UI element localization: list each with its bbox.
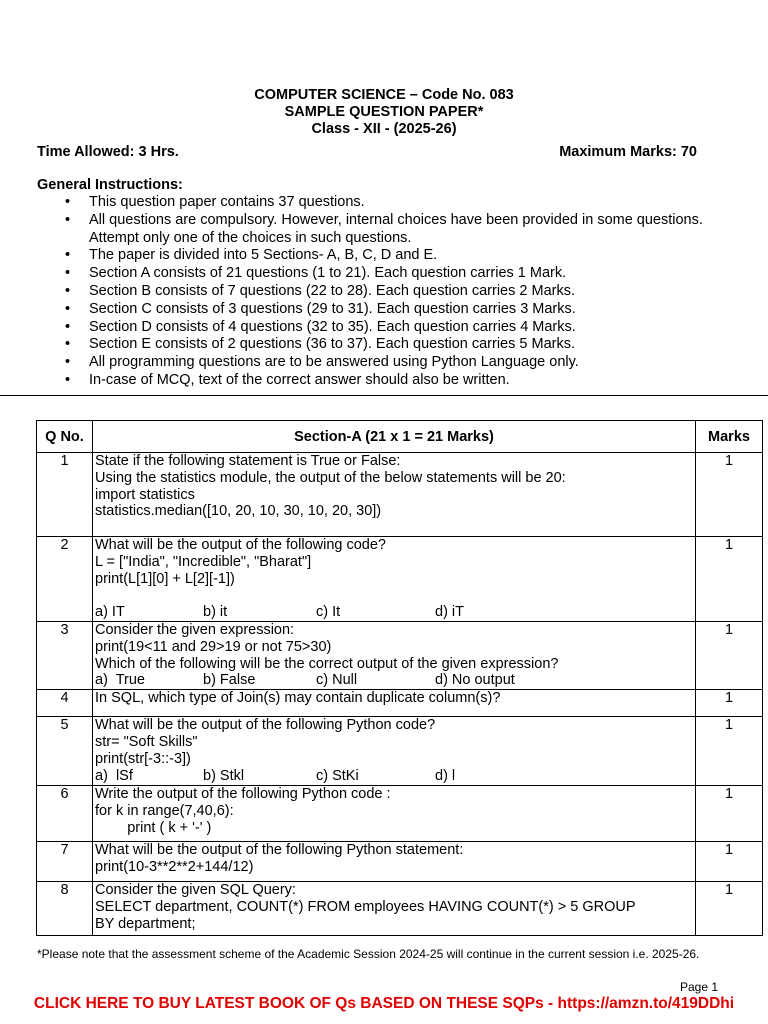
instruction-item [37, 336, 707, 354]
question-line: str= "Soft Skills" [95, 733, 198, 750]
answer-option: c) Null [316, 672, 358, 689]
question-line: Consider the given SQL Query: [95, 882, 296, 899]
question-line: Consider the given expression: [95, 622, 295, 638]
answer-option: a) IT [95, 604, 125, 621]
question-text [93, 622, 696, 690]
table-row [37, 842, 763, 882]
question-line: print ( k + '-' ) [95, 819, 212, 836]
bullet-icon: • [65, 194, 71, 210]
table-row [37, 453, 763, 537]
question-text [93, 690, 696, 717]
question-number: 1 [37, 453, 93, 537]
answer-options [95, 604, 695, 621]
table-header-row [37, 421, 763, 453]
question-marks: 1 [696, 622, 763, 690]
answer-options [95, 768, 695, 785]
question-line: print(str[-3::-3]) [95, 750, 191, 767]
question-number: 3 [37, 622, 93, 690]
instruction-item [37, 265, 707, 283]
instructions-title: General Instructions: [37, 177, 183, 193]
question-number: 4 [37, 690, 93, 717]
instruction-text: Section B consists of 7 questions (22 to 28). Each question carries 2 Marks. [89, 282, 575, 299]
instruction-text: This question paper contains 37 questions. [89, 194, 365, 210]
answer-option: b) it [203, 604, 228, 621]
instruction-text: Section A consists of 21 questions (1 to 21). Each question carries 1 Mark. [89, 265, 567, 282]
question-line: What will be the output of the following code? [95, 537, 386, 553]
section-header: Section-A (21 x 1 = 21 Marks) [93, 421, 696, 453]
question-text [93, 882, 696, 936]
question-line: Using the statistics module, the output of the below statements will be 20: [95, 469, 566, 486]
question-text [93, 717, 696, 786]
question-line: Write the output of the following Python code : [95, 786, 391, 803]
buy-book-link[interactable]: CLICK HERE TO BUY LATEST BOOK OF Qs BASED ON THESE SQPs - https://amzn.to/419DDhi [33, 995, 735, 1012]
question-marks: 1 [696, 717, 763, 786]
footnote: *Please note that the assessment scheme of the Academic Session 2024-25 will continue in the current session i.e. 2025-26. [37, 947, 700, 961]
answer-options [95, 672, 695, 689]
question-number: 7 [37, 842, 93, 882]
marks-header: Marks [696, 421, 763, 453]
question-marks: 1 [696, 882, 763, 936]
question-line: import statistics [95, 486, 195, 503]
bullet-icon: • [65, 265, 71, 282]
table-row [37, 622, 763, 690]
instruction-text: In-case of MCQ, text of the correct answer should also be written. [89, 371, 510, 388]
question-line: What will be the output of the following Python statement: [95, 842, 464, 859]
question-number: 6 [37, 786, 93, 842]
question-line: State if the following statement is True or False: [95, 453, 401, 469]
class-line: Class - XII - (2025-26) [311, 121, 457, 137]
qno-header: Q No. [37, 421, 93, 453]
instruction-text: Section D consists of 4 questions (32 to 35). Each question carries 4 Marks. [89, 318, 576, 335]
instruction-item [37, 372, 707, 390]
instruction-text: Section E consists of 2 questions (36 to 37). Each question carries 5 Marks. [89, 336, 575, 353]
page-number: Page 1 [680, 980, 719, 994]
question-line: print(19<11 and 29>19 or not 75>30) [95, 638, 332, 655]
instruction-item [37, 212, 707, 248]
instruction-text: All questions are compulsory. However, internal choices have been provided in some questions. Attempt only one of the choices in such questions. [89, 211, 703, 246]
question-line [95, 587, 695, 604]
question-text [93, 786, 696, 842]
instruction-text: Section C consists of 3 questions (29 to 31). Each question carries 3 Marks. [89, 300, 576, 317]
answer-option: d) No output [435, 672, 515, 689]
question-line: for k in range(7,40,6): [95, 802, 234, 819]
bullet-icon: • [65, 282, 71, 299]
question-line: BY department; [95, 915, 196, 932]
instruction-text: The paper is divided into 5 Sections- A, B, C, D and E. [89, 247, 438, 264]
answer-option: d) l [435, 767, 456, 784]
answer-option: c) StKi [316, 767, 359, 784]
question-marks: 1 [696, 786, 763, 842]
instruction-item [37, 283, 707, 301]
question-line: What will be the output of the following Python code? [95, 717, 436, 734]
question-text [93, 842, 696, 882]
time-marks-row [37, 144, 697, 160]
instruction-item [37, 319, 707, 337]
time-allowed: Time Allowed: 3 Hrs. [37, 144, 179, 160]
question-marks: 1 [696, 842, 763, 882]
question-line: L = ["India", "Incredible", "Bharat"] [95, 553, 312, 570]
bullet-icon: • [65, 336, 71, 353]
table-row [37, 786, 763, 842]
answer-option: a) lSf [95, 767, 133, 784]
question-number: 8 [37, 882, 93, 936]
question-line: statistics.median([10, 20, 10, 30, 10, 20, 30]) [95, 503, 382, 520]
instruction-item [37, 301, 707, 319]
question-table [36, 420, 763, 936]
table-row [37, 717, 763, 786]
instructions-list [37, 194, 707, 390]
question-marks: 1 [696, 690, 763, 717]
instruction-item [37, 354, 707, 372]
bullet-icon: • [65, 318, 71, 335]
bullet-icon: • [65, 371, 71, 388]
bullet-icon: • [65, 211, 71, 228]
question-line: Which of the following will be the correct output of the given expression? [95, 655, 559, 672]
answer-option: b) Stkl [203, 767, 245, 784]
paper-subtitle: SAMPLE QUESTION PAPER* [284, 104, 484, 120]
table-row [37, 690, 763, 717]
question-line: print(L[1][0] + L[2][-1]) [95, 570, 235, 587]
divider [0, 395, 768, 396]
question-number: 5 [37, 717, 93, 786]
instruction-item [37, 247, 707, 265]
paper-title: COMPUTER SCIENCE – Code No. 083 [254, 87, 514, 103]
answer-option: a) True [95, 672, 145, 689]
table-row [37, 882, 763, 936]
maximum-marks: Maximum Marks: 70 [559, 144, 697, 160]
bullet-icon: • [65, 247, 71, 264]
question-line: SELECT department, COUNT(*) FROM employees HAVING COUNT(*) > 5 GROUP [95, 898, 636, 915]
question-marks: 1 [696, 453, 763, 537]
answer-option: c) It [316, 604, 341, 621]
answer-option: d) iT [435, 604, 464, 621]
answer-option: b) False [203, 672, 256, 689]
question-marks: 1 [696, 537, 763, 622]
question-line: print(10-3**2**2+144/12) [95, 858, 254, 875]
question-text [93, 453, 696, 537]
table-row [37, 537, 763, 622]
bullet-icon: • [65, 300, 71, 317]
instruction-item [37, 194, 707, 212]
question-text [93, 537, 696, 622]
question-number: 2 [37, 537, 93, 622]
instruction-text: All programming questions are to be answered using Python Language only. [89, 354, 579, 371]
bullet-icon: • [65, 354, 71, 371]
question-line: In SQL, which type of Join(s) may contain duplicate column(s)? [95, 690, 501, 707]
